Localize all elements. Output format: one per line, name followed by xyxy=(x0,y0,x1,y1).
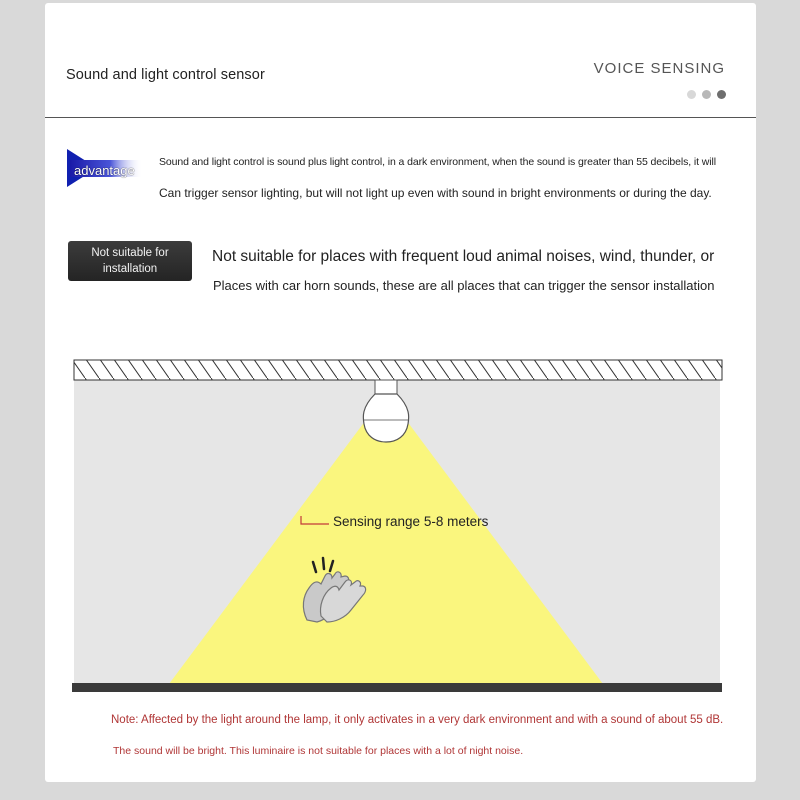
note-line-2: The sound will be bright. This luminaire is not suitable for places with a lot of night noise. xyxy=(113,745,524,757)
ceiling-hatch xyxy=(74,360,722,380)
not-suitable-text-line-2: Places with car horn sounds, these are all places that can trigger the sensor installation xyxy=(213,278,715,293)
not-suitable-badge-line-2: installation xyxy=(102,263,158,275)
pagination-dot-3 xyxy=(717,90,726,99)
note-line-1: Note: Affected by the light around the lamp, it only activates in a very dark environment and with a sound of about 55 dB. xyxy=(111,714,724,726)
advantage-badge xyxy=(67,147,143,189)
not-suitable-text-line-1: Not suitable for places with frequent loud animal noises, wind, thunder, or xyxy=(212,248,715,265)
pagination-dots xyxy=(687,90,726,99)
advantage-text-line-2: Can trigger sensor lighting, but will not light up even with sound in bright environments or during the day. xyxy=(159,186,712,200)
header-divider xyxy=(45,117,756,118)
advantage-badge-label: advantage xyxy=(74,163,135,178)
not-suitable-badge-line-1: Not suitable for xyxy=(91,247,169,259)
advantage-text-line-1: Sound and light control is sound plus light control, in a dark environment, when the sound is greater than 55 decibels, it will xyxy=(159,156,716,168)
not-suitable-badge xyxy=(68,241,192,281)
section-subtitle: VOICE SENSING xyxy=(593,60,725,77)
pagination-dot-1 xyxy=(687,90,696,99)
floor xyxy=(72,683,722,692)
not-suitable-badge-label xyxy=(68,245,192,277)
product-card xyxy=(45,3,756,782)
pagination-dot-2 xyxy=(702,90,711,99)
sensing-range-label: Sensing range 5-8 meters xyxy=(333,514,489,529)
page-title: Sound and light control sensor xyxy=(66,67,265,83)
